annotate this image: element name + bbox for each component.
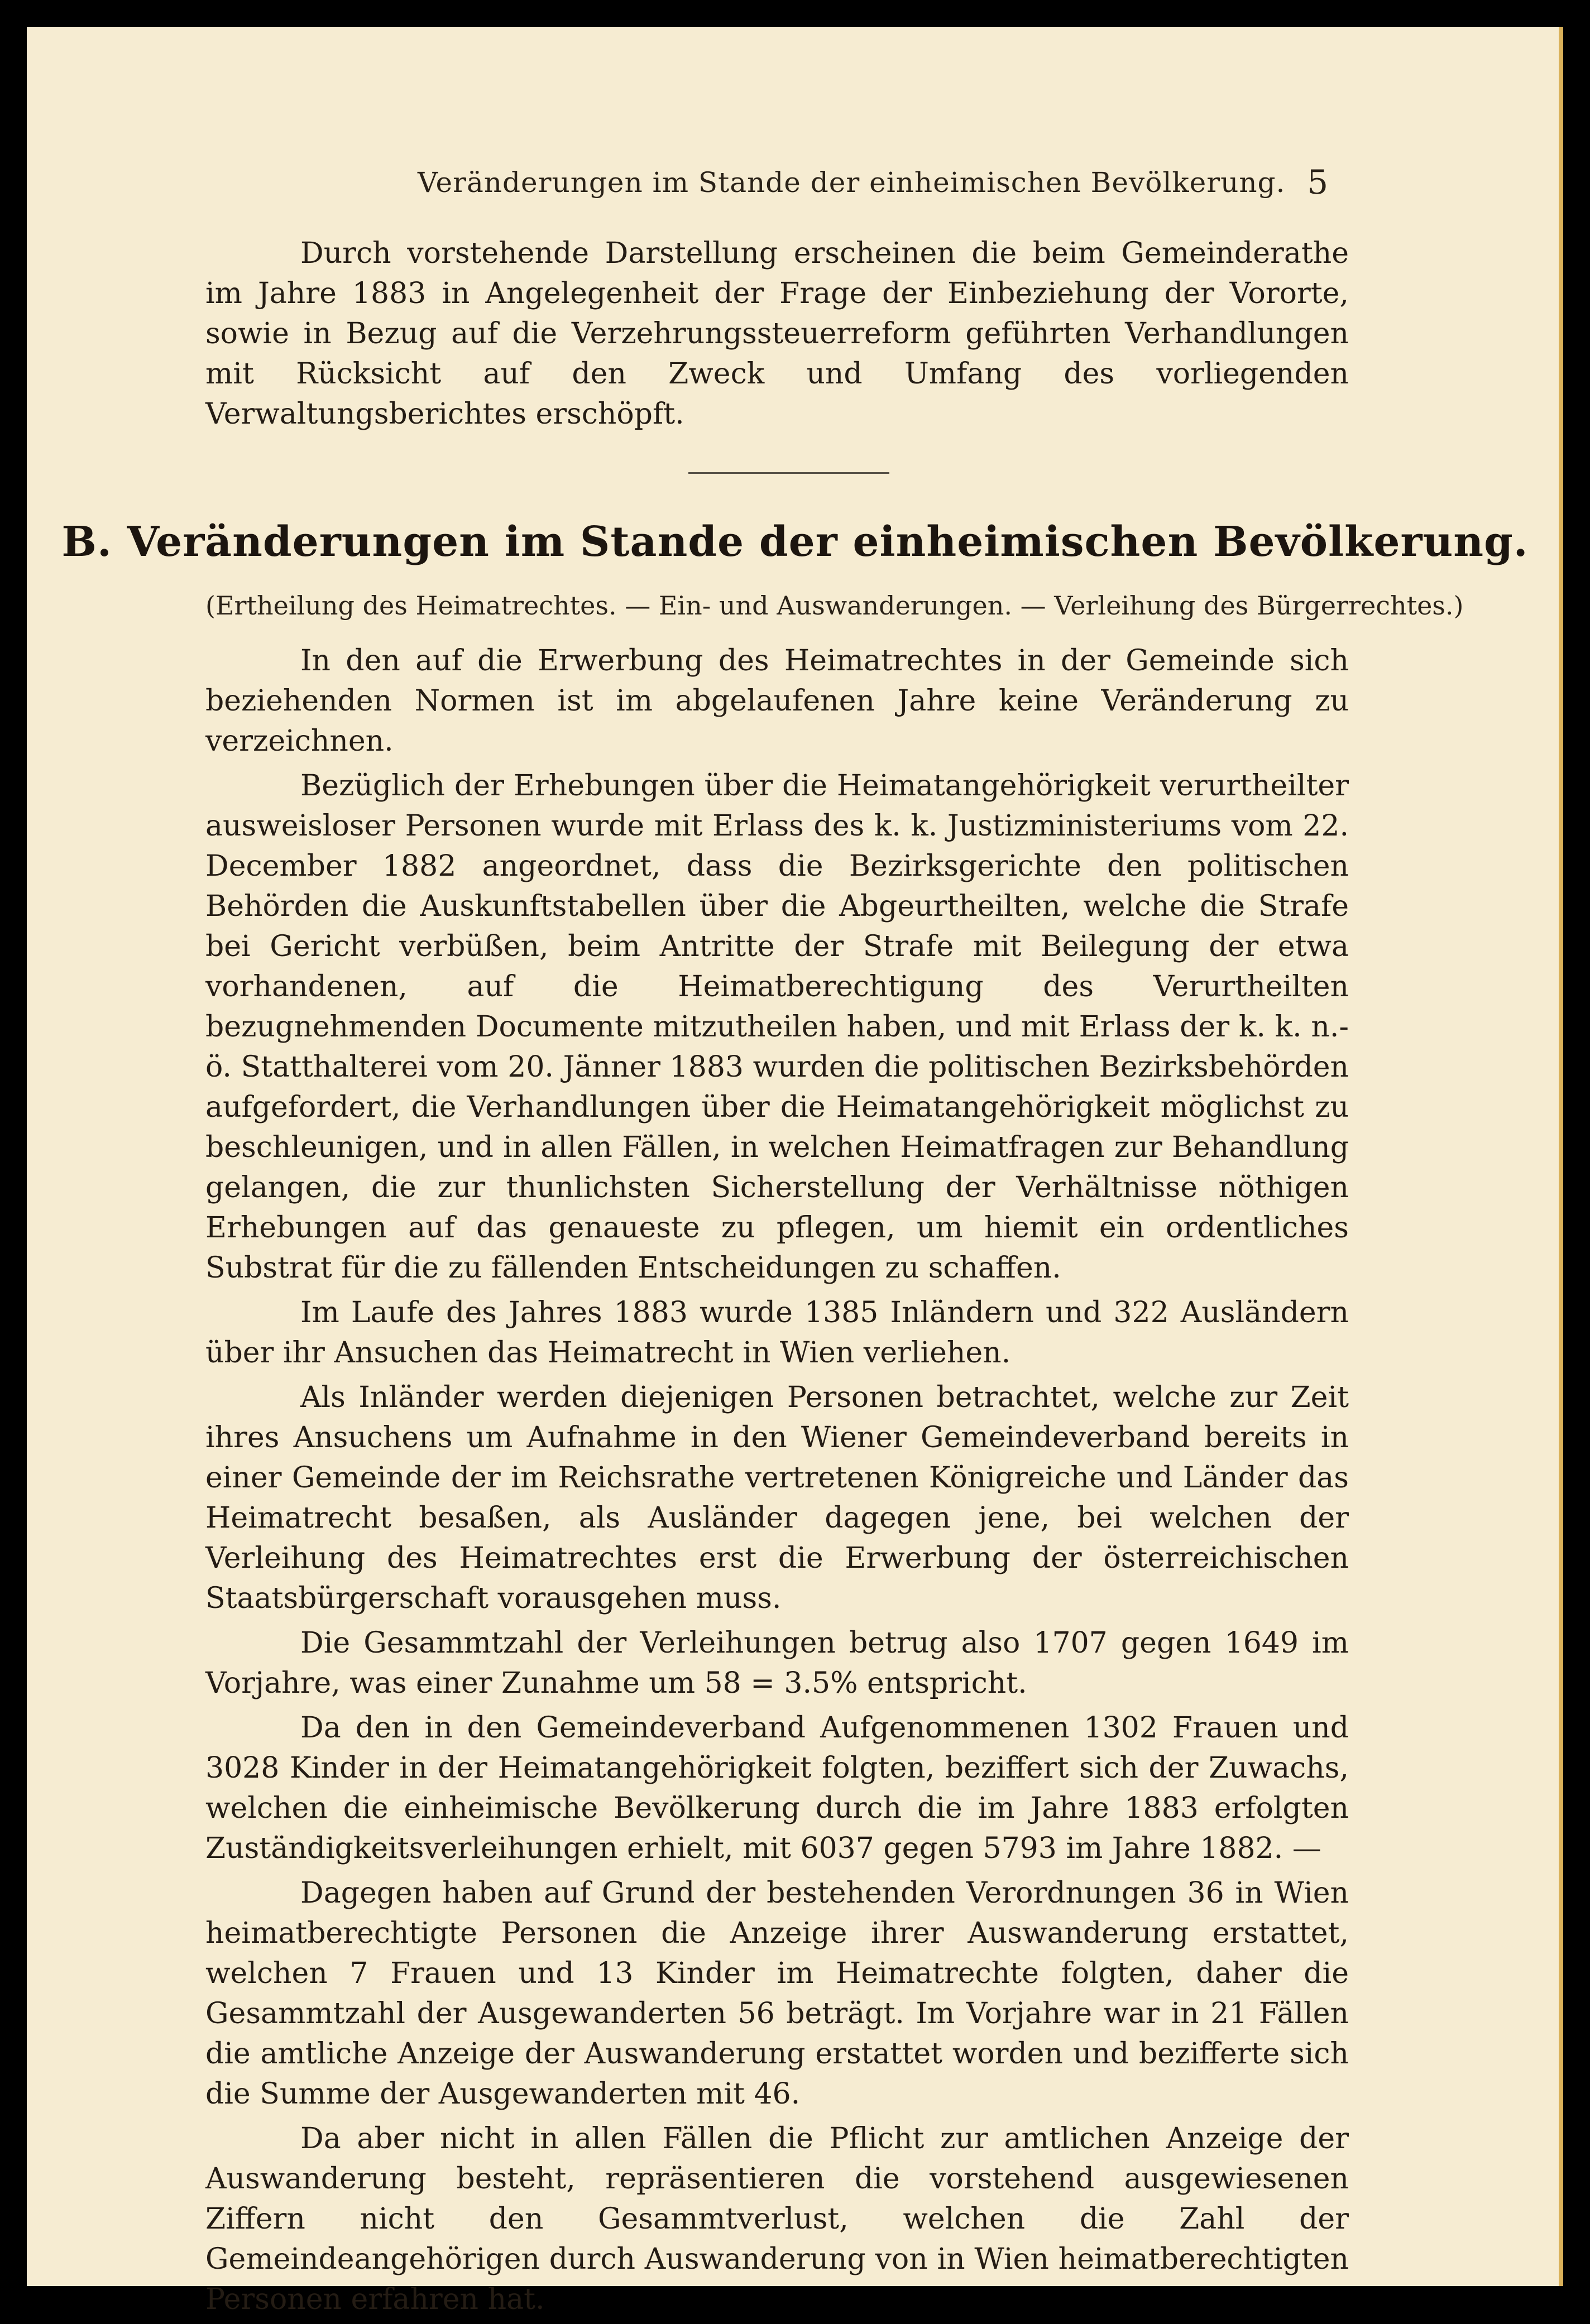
section-divider [688,472,889,474]
page-number: 5 [1307,163,1329,202]
section-heading: B. Veränderungen im Stande der einheimischen Bevölkerung. [61,518,1529,566]
section-body [205,641,1349,2324]
intro-section [205,233,1349,439]
intro-paragraph: Durch vorstehende Darstellung erscheinen die beim Gemeinderathe im Jahre 1883 in Angelegenheit der Frage der Einbeziehung der Vororte, sowie in Bezug auf die Verzehrungssteuerreform geführten Verhandlungen mit Rücksicht auf den Zweck und Umfang des vorliegenden Verwaltungsberichtes erschöpft. [205,237,1349,431]
body-paragraph: Die Gesammtzahl der Verleihungen betrug also 1707 gegen 1649 im Vorjahre, was einer Zunahme um 58 = 3.5% entspricht. [205,1626,1349,1700]
document-page [27,27,1563,2316]
running-title: Veränderungen im Stande der einheimischen Bevölkerung. [418,166,1286,199]
body-paragraph: Bezüglich der Erhebungen über die Heimatangehörigkeit verurtheilter ausweisloser Personen wurde mit Erlass des k. k. Justizministeriums vom 22. December 1882 angeordnet, dass die Bezirksgerichte den politischen Behörden die Auskunftstabellen über die Abgeurtheilten, welche die Strafe bei Gericht verbüßen, beim Antritte der Strafe mit Beilegung der etwa vorhandenen, auf die Heimatberechtigung des Verurtheilten bezugnehmenden Documente mitzutheilen haben, und mit Erlass der k. k. n.-ö. Statthalterei vom 20. Jänner 1883 wurden die politischen Bezirksbehörden aufgefordert, die Verhandlungen über die Heimatangehörigkeit möglichst zu beschleunigen, und in allen Fällen, in welchen Heimatfragen zur Behandlung gelangen, die zur thunlichsten Sicherstellung der Verhältnisse nöthigen Erhebungen auf das genaueste zu pflegen, um hiemit ein ordentliches Substrat für die zu fällenden Entscheidungen zu schaffen. [205,769,1349,1285]
body-paragraph: Da den in den Gemeindeverband Aufgenommenen 1302 Frauen und 3028 Kinder in der Heimatangehörigkeit folgten, beziffert sich der Zuwachs, welchen die einheimische Bevölkerung durch die im Jahre 1883 erfolgten Zuständigkeitsverleihungen erhielt, mit 6037 gegen 5793 im Jahre 1882. — [205,1711,1349,1865]
section-subheading: (Ertheilung des Heimatrechtes. — Ein- und Auswanderungen. — Verleihung des Bürgerrechtes.) [205,590,1464,621]
body-paragraph: In den auf die Erwerbung des Heimatrechtes in der Gemeinde sich beziehenden Normen ist im abgelaufenen Jahre keine Veränderung zu verzeichnen. [205,644,1349,758]
body-paragraph: Dagegen haben auf Grund der bestehenden Verordnungen 36 in Wien heimatberechtigte Personen die Anzeige ihrer Auswanderung erstattet, welchen 7 Frauen und 13 Kinder im Heimatrechte folgten, daher die Gesammtzahl der Ausgewanderten 56 beträgt. Im Vorjahre war in 21 Fällen die amtliche Anzeige der Auswanderung erstattet worden und bezifferte sich die Summe der Ausgewanderten mit 46. [205,1876,1349,2111]
body-paragraph: Im Laufe des Jahres 1883 wurde 1385 Inländern und 322 Ausländern über ihr Ansuchen das Heimatrecht in Wien verliehen. [205,1296,1349,1370]
body-paragraph: Da aber nicht in allen Fällen die Pflicht zur amtlichen Anzeige der Auswanderung besteht, repräsentieren die vorstehend ausgewiesenen Ziffern nicht den Gesammtverlust, welchen die Zahl der Gemeindeangehörigen durch Auswanderung von in Wien heimatberechtigten Personen erfahren hat. [205,2122,1349,2316]
body-paragraph: Als Inländer werden diejenigen Personen betrachtet, welche zur Zeit ihres Ansuchens um Aufnahme in den Wiener Gemeindeverband bereits in einer Gemeinde der im Reichsrathe vertretenen Königreiche und Länder das Heimatrecht besaßen, als Ausländer dagegen jene, bei welchen der Verleihung des Heimatrechtes erst die Erwerbung der österreichischen Staatsbürgerschaft vorausgehen muss. [205,1381,1349,1615]
running-header [27,163,1563,211]
